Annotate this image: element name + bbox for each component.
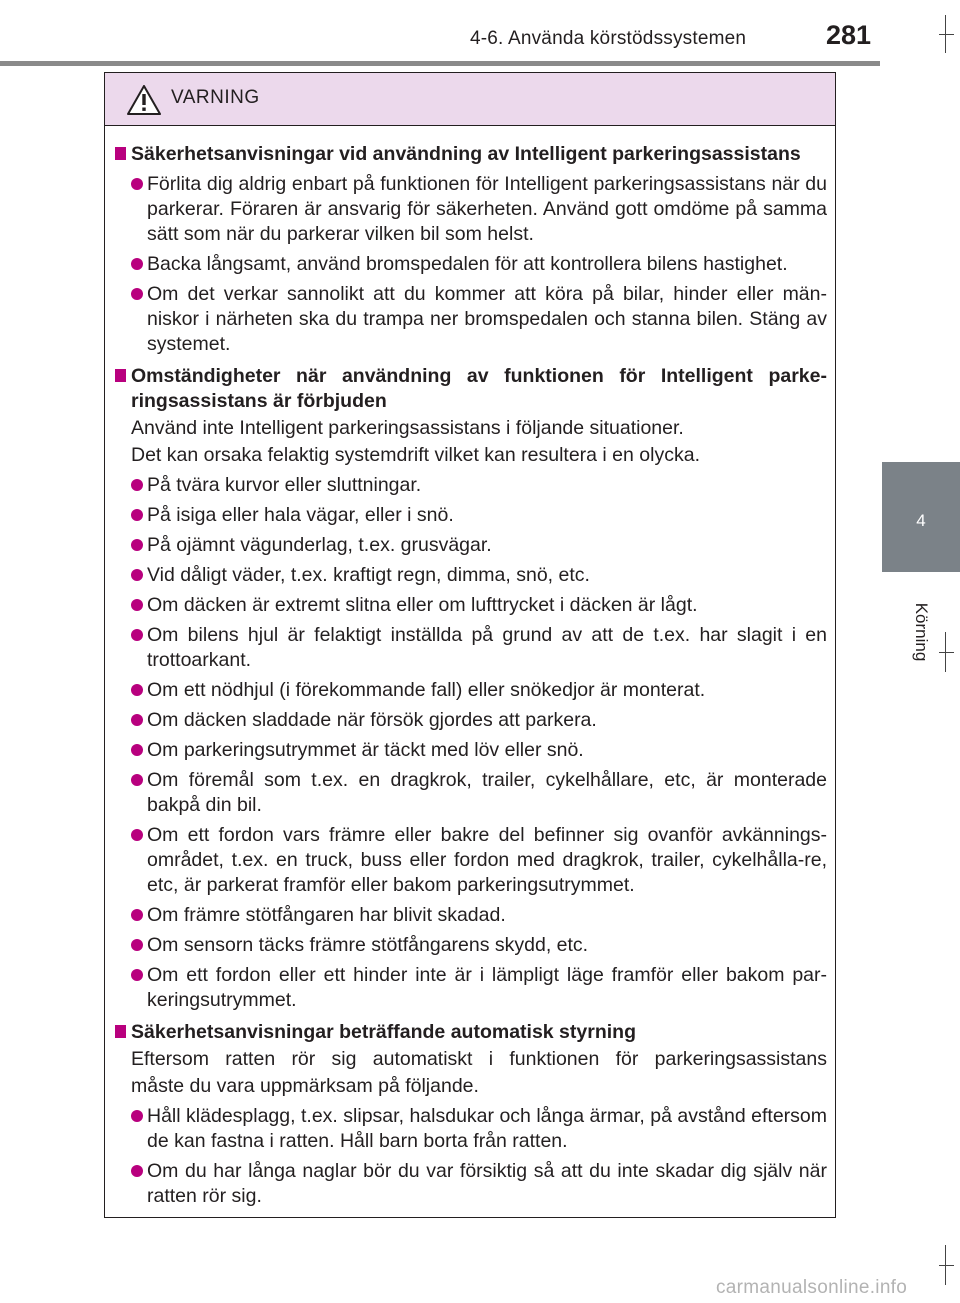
section-intro: måste du vara uppmärksam på följande. (131, 1075, 479, 1097)
list-item: På tvära kurvor eller sluttningar. (115, 473, 827, 498)
section-marker-icon (115, 1025, 126, 1038)
bullet-icon (131, 939, 143, 951)
warning-box (104, 72, 836, 1218)
section-marker-icon (115, 369, 126, 382)
list-item: Om sensorn täcks främre stötfångarens skydd, etc. (115, 933, 827, 958)
list-item: Om föremål som t.ex. en dragkrok, trailer, cykelhållare, etc, är monterade bakpå din bil. (115, 768, 827, 818)
section-heading: Säkerhetsanvisningar beträffande automatisk styrning (115, 1020, 827, 1045)
section-title-header: 4-6. Använda körstödssystemen (470, 28, 747, 49)
list-item: Om däcken är extremt slitna eller om lufttrycket i däcken är lågt. (115, 593, 827, 618)
bullet-icon (131, 258, 143, 270)
bullet-icon (131, 539, 143, 551)
warning-header (105, 73, 835, 126)
header-divider (0, 61, 880, 66)
list-item: Backa långsamt, använd bromspedalen för att kontrollera bilens hastighet. (115, 252, 827, 277)
warning-content (105, 126, 835, 1209)
list-item: Om det verkar sannolikt att du kommer att köra på bilar, hinder eller män-niskor i närheten ska du trampa ner bromspedalen och stanna bilen. Stäng av systemet. (115, 282, 827, 357)
bullet-icon (131, 1165, 143, 1177)
list-item: Förlita dig aldrig enbart på funktionen för Intelligent parkeringsassistans när du parkerar. Föraren är ansvarig för säkerheten. Använd gott omdöme på samma sätt som när du parkerar vilken bil som helst. (115, 172, 827, 247)
bullet-icon (131, 909, 143, 921)
list-item: Om parkeringsutrymmet är täckt med löv eller snö. (115, 738, 827, 763)
bullet-icon (131, 684, 143, 696)
bullet-icon (131, 569, 143, 581)
bullet-icon (131, 1110, 143, 1122)
list-item: Om ett fordon eller ett hinder inte är i lämpligt läge framför eller bakom par-keringsutrymmet. (115, 963, 827, 1013)
bullet-icon (131, 178, 143, 190)
list-item: Vid dåligt väder, t.ex. kraftigt regn, dimma, snö, etc. (115, 563, 827, 588)
warning-title: VARNING (171, 87, 260, 108)
bullet-icon (131, 969, 143, 981)
list-item: Om främre stötfångaren har blivit skadad. (115, 903, 827, 928)
list-item: Om ett fordon vars främre eller bakre del befinner sig ovanför avkännings-området, t.ex. en truck, buss eller fordon med dragkrok, trailer, cykelhålla-re, etc, är parkerat framför eller bakom parkeringsutrymmet. (115, 823, 827, 898)
bullet-icon (131, 714, 143, 726)
list-item: Om ett nödhjul (i förekommande fall) eller snökedjor är monterat. (115, 678, 827, 703)
bullet-icon (131, 599, 143, 611)
section-heading: Omständigheter när användning av funktionen för Intelligent parke-ringsassistans är förbjuden (115, 364, 827, 414)
section-intro: Använd inte Intelligent parkeringsassistans i följande situationer. (131, 417, 684, 439)
list-item: Om däcken sladdade när försök gjordes att parkera. (115, 708, 827, 733)
chapter-tab (882, 462, 960, 572)
list-item: Om bilens hjul är felaktigt inställda på grund av att de t.ex. har slagit i en trottoarkant. (115, 623, 827, 673)
section-intro: Det kan orsaka felaktig systemdrift vilket kan resultera i en olycka. (131, 444, 700, 466)
list-item: På isiga eller hala vägar, eller i snö. (115, 503, 827, 528)
bullet-icon (131, 509, 143, 521)
page-number: 281 (826, 20, 872, 50)
warning-triangle-icon (127, 85, 161, 115)
list-item: På ojämnt vägunderlag, t.ex. grusvägar. (115, 533, 827, 558)
section-marker-icon (115, 147, 126, 160)
chapter-label: Körning (912, 602, 931, 662)
section-intro: Eftersom ratten rör sig automatiskt i funktionen för parkeringsassistans (131, 1048, 827, 1070)
watermark-text: carmanualsonline.info (716, 1277, 908, 1298)
list-item: Håll klädesplagg, t.ex. slipsar, halsdukar och långa ärmar, på avstånd eftersom de kan fastna i ratten. Håll barn borta från ratten. (115, 1104, 827, 1154)
bullet-icon (131, 744, 143, 756)
bullet-icon (131, 774, 143, 786)
bullet-icon (131, 479, 143, 491)
chapter-number: 4 (916, 511, 926, 530)
bullet-icon (131, 288, 143, 300)
section-heading: Säkerhetsanvisningar vid användning av Intelligent parkeringsassistans (115, 142, 827, 167)
bullet-icon (131, 829, 143, 841)
list-item: Om du har långa naglar bör du var försiktig så att du inte skadar dig själv när ratten rör sig. (115, 1159, 827, 1209)
bullet-icon (131, 629, 143, 641)
